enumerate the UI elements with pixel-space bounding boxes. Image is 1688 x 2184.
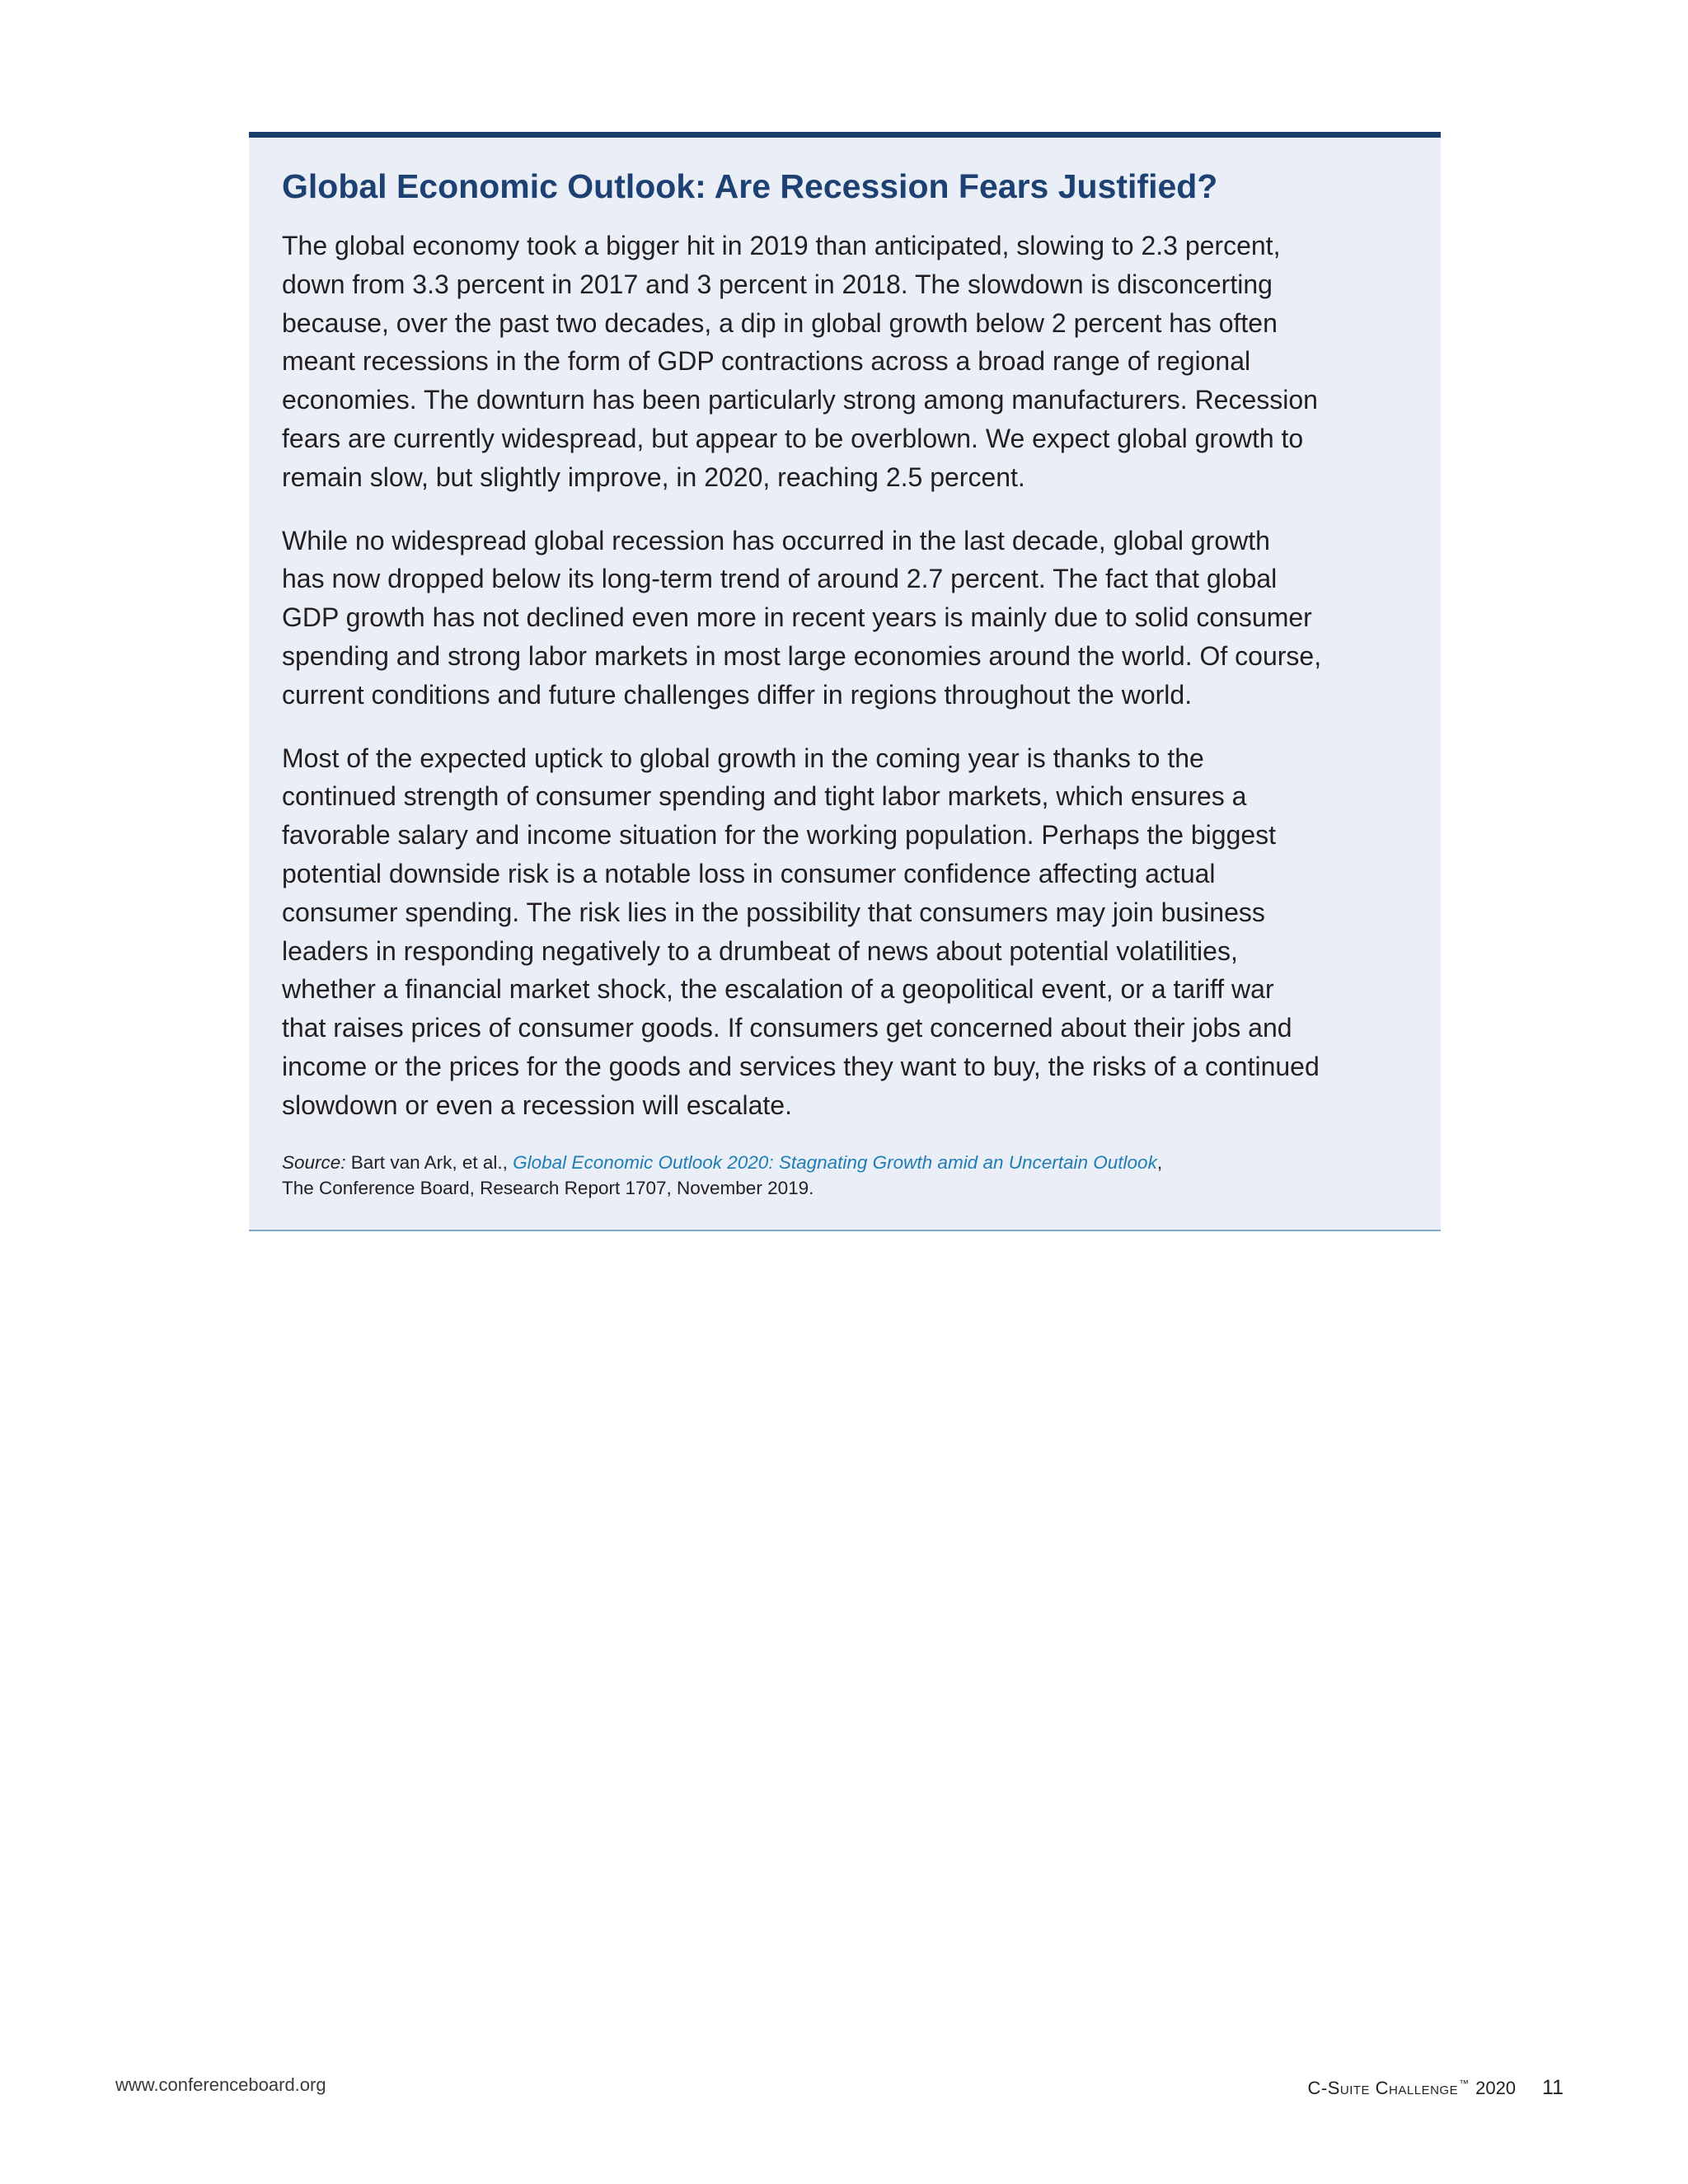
paragraph-line: consumer spending. The risk lies in the possibility that consumers may join business	[282, 897, 1265, 927]
paragraph-line: The global economy took a bigger hit in 2019 than anticipated, slowing to 2.3 percent,	[282, 231, 1281, 260]
paragraph-line: because, over the past two decades, a dip in global growth below 2 percent has often	[282, 307, 1278, 338]
publication-year: 2020	[1475, 2078, 1517, 2098]
source-line-1	[282, 1150, 1408, 1175]
paragraph-line: whether a financial market shock, the escalation of a geopolitical event, or a tariff war	[282, 974, 1274, 1005]
report-link[interactable]: Global Economic Outlook 2020: Stagnating Growth amid an Uncertain Outlook	[513, 1151, 1157, 1173]
paragraph-2	[282, 522, 1408, 715]
source-comma: ,	[1156, 1151, 1163, 1173]
source-authors: Bart van Ark, et al.,	[345, 1151, 513, 1173]
paragraph-line: that raises prices of consumer goods. If consumers get concerned about their jobs and	[282, 1013, 1292, 1043]
paragraph-line: favorable salary and income situation for the working population. Perhaps the biggest	[282, 820, 1277, 851]
paragraph-line: down from 3.3 percent in 2017 and 3 percent in 2018. The slowdown is disconcerting	[282, 269, 1273, 299]
paragraph-1	[282, 227, 1408, 497]
paragraph-line: current conditions and future challenges differ in regions throughout the world.	[282, 679, 1193, 710]
sidebar-title: Global Economic Outlook: Are Recession Fears Justified?	[282, 167, 1218, 205]
paragraph-line: has now dropped below its long-term trend of around 2.7 percent. The fact that global	[282, 564, 1278, 594]
publication-name: C-Suite Challenge	[1307, 2078, 1459, 2098]
trademark-symbol: ™	[1459, 2078, 1470, 2089]
paragraph-line: fears are currently widespread, but appear to be overblown. We expect global growth to	[282, 423, 1304, 453]
source-citation	[282, 1150, 1408, 1201]
paragraph-line: economies. The downturn has been particularly strong among manufacturers. Recession	[282, 385, 1318, 415]
paragraph-line: While no widespread global recession has occurred in the last decade, global growth	[282, 525, 1270, 555]
paragraph-line: meant recessions in the form of GDP contractions across a broad range of regional	[282, 346, 1251, 377]
paragraph-line: spending and strong labor markets in most large economies around the world. Of course,	[282, 640, 1322, 671]
paragraph-3	[282, 739, 1408, 1125]
paragraph-line: leaders in responding negatively to a drumbeat of news about potential volatilities,	[282, 935, 1238, 966]
paragraph-line: GDP growth has not declined even more in recent years is mainly due to solid consumer	[282, 602, 1312, 633]
footer-publication-info	[1308, 2070, 1564, 2102]
page-number: 11	[1542, 2076, 1564, 2099]
footer-website: www.conferenceboard.org	[115, 2074, 326, 2095]
paragraph-line: income or the prices for the goods and services they want to buy, the risks of a continued	[282, 1051, 1320, 1081]
paragraph-line: continued strength of consumer spending and tight labor markets, which ensures a	[282, 781, 1247, 812]
source-label: Source:	[282, 1151, 346, 1173]
paragraph-line: slowdown or even a recession will escalate.	[282, 1090, 792, 1120]
paragraph-line: potential downside risk is a notable loss in consumer confidence affecting actual	[282, 858, 1216, 888]
paragraph-line: Most of the expected uptick to global growth in the coming year is thanks to the	[282, 743, 1204, 773]
recession-sidebar-box	[249, 132, 1441, 1231]
source-line-2: The Conference Board, Research Report 1707, November 2019.	[282, 1177, 814, 1198]
paragraph-line: remain slow, but slightly improve, in 2020, reaching 2.5 percent.	[282, 462, 1025, 492]
